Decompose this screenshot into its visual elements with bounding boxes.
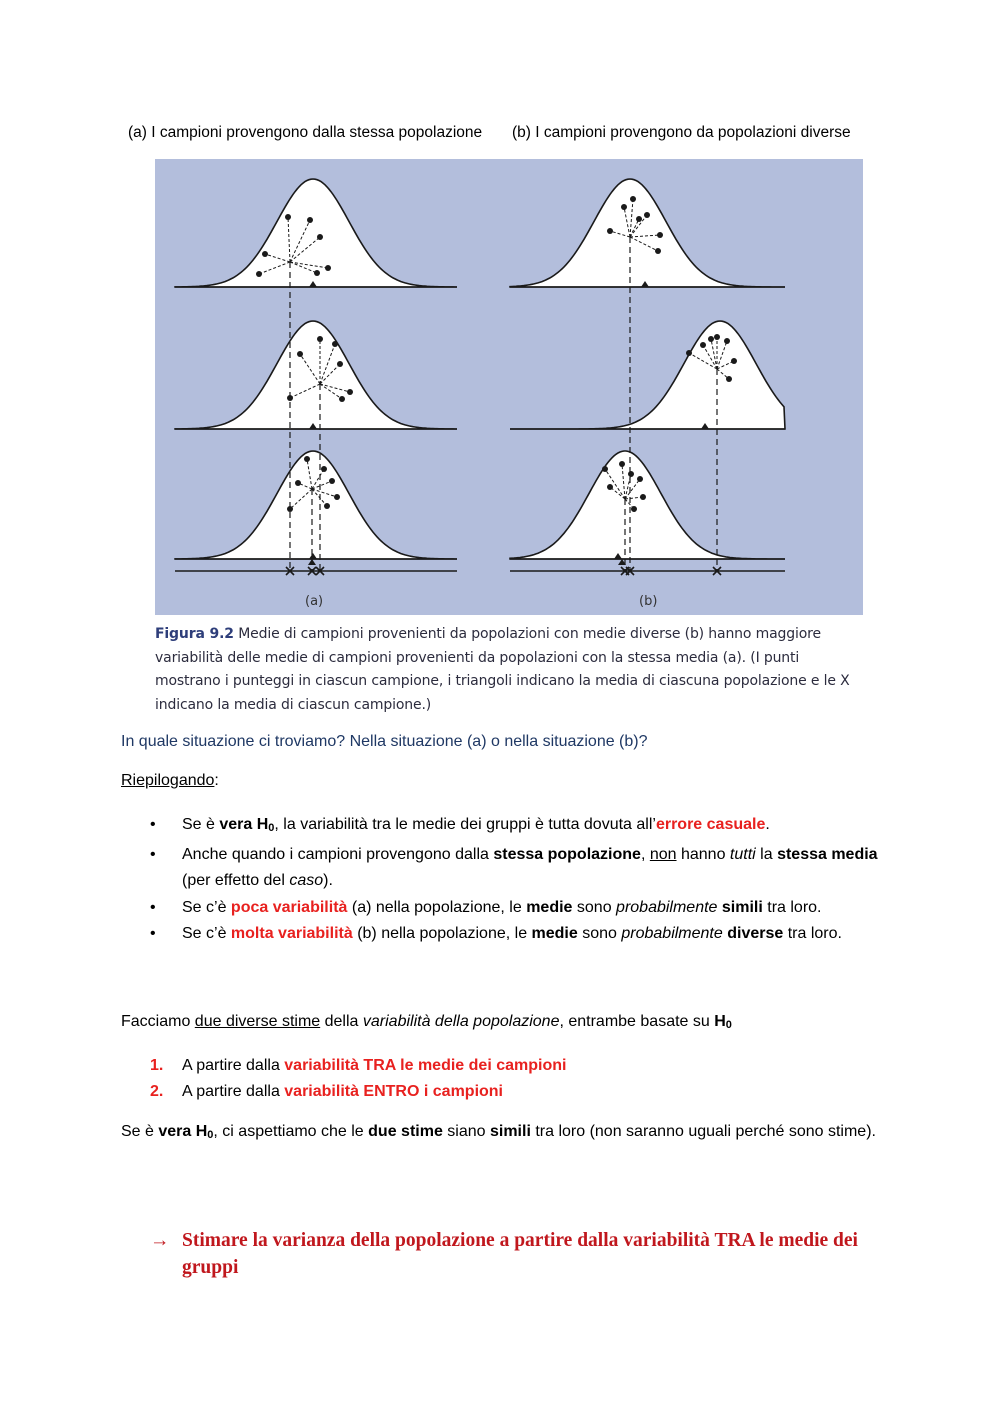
- sample-a2-point: [339, 396, 345, 402]
- sample-b1-point: [636, 216, 642, 222]
- sample-b3-point: [619, 461, 625, 467]
- numbered-item: 1. A partire dalla variabilità TRA le medie dei campioni: [150, 1057, 567, 1074]
- sample-b3-point: [607, 484, 613, 490]
- recap-label: Riepilogando: [121, 772, 215, 789]
- sample-b3-point: [640, 494, 646, 500]
- panel-label-a: (a): [305, 594, 324, 609]
- bullet-item: • Se c’è poca variabilità (a) nella popolazione, le medie sono probabilmente simili tra loro.: [150, 898, 822, 916]
- sample-a2-point: [337, 361, 343, 367]
- sample-b1-point: [630, 196, 636, 202]
- bullet-item: • Anche quando i campioni provengono dalla stessa popolazione, non hanno tutti la stessa media (per effetto del caso).: [150, 845, 878, 889]
- recap-heading: Riepilogando:: [121, 772, 219, 789]
- figure-header-a: (a) I campioni provengono dalla stessa popolazione: [128, 124, 483, 141]
- arrow-icon: →: [150, 1230, 170, 1251]
- bullet-list: [150, 812, 890, 948]
- sample-a1-point: [262, 251, 268, 257]
- section-heading-text: Stimare la varianza della popolazione a partire dalla variabilità TRA le medie dei gruppi: [182, 1230, 858, 1278]
- sample-a1-point: [285, 214, 291, 220]
- sample-b1-point: [621, 204, 627, 210]
- bullet-item: • Se è vera $H_0$, la variabilità tra le medie dei gruppi è tutta dovuta all’errore casuale.: [150, 816, 770, 834]
- figure-headers: [128, 124, 868, 146]
- estimates-paragraph: Facciamo due diverse stime della variabilità della popolazione, entrambe basate su $H_0$: [121, 1013, 732, 1031]
- caption-text: Medie di campioni provenienti da popolazioni con medie diverse (b) hanno maggiore variabilità delle medie di campioni provenienti da popolazioni con la stessa media (a). (I punti mostrano i punteggi in ciascun campione, i triangoli indicano la media di ciascuna popolazione e le X indicano la media di ciascun campione.): [155, 626, 850, 713]
- sample-b2-point: [731, 358, 737, 364]
- sample-a1-point: [314, 270, 320, 276]
- expectation-paragraph: Se è vera $H_0$, ci aspettiamo che le due stime siano simili tra loro (non saranno uguali perché sono stime).: [121, 1123, 876, 1141]
- figure-header-b: (b) I campioni provengono da popolazioni diverse: [512, 124, 851, 141]
- sample-a3-point: [295, 480, 301, 486]
- sample-b2-point: [686, 350, 692, 356]
- sample-b2-point: [724, 338, 730, 344]
- sample-b3-point: [602, 466, 608, 472]
- sample-a1-point: [325, 265, 331, 271]
- sample-b2-point: [714, 334, 720, 340]
- sample-a3-point: [334, 494, 340, 500]
- sample-a3-point: [321, 466, 327, 472]
- sample-b1-point: [655, 248, 661, 254]
- numbered-item: 2. A partire dalla variabilità ENTRO i campioni: [150, 1083, 503, 1100]
- sample-a1-point: [256, 271, 262, 277]
- sample-b3-point: [631, 506, 637, 512]
- sample-a2-point: [297, 351, 303, 357]
- question-text: In quale situazione ci troviamo? Nella situazione (a) o nella situazione (b)?: [121, 733, 648, 750]
- numbered-list: [150, 1053, 566, 1105]
- sample-a2-point: [317, 336, 323, 342]
- sample-b3-point: [637, 476, 643, 482]
- sample-b2-point: [726, 376, 732, 382]
- bullet-item: • Se c’è molta variabilità (b) nella popolazione, le medie sono probabilmente diverse tra loro.: [150, 925, 842, 942]
- sampling-distribution-figure: [155, 159, 863, 615]
- sample-b1-point: [657, 232, 663, 238]
- sample-a3-point: [329, 478, 335, 484]
- figure-caption: [155, 623, 867, 717]
- sample-b2-point: [708, 336, 714, 342]
- sample-a2-point: [332, 341, 338, 347]
- sample-a3-point: [304, 456, 310, 462]
- panel-label-b: (b): [639, 594, 658, 609]
- sample-b1-point: [607, 228, 613, 234]
- sample-a1-point: [317, 234, 323, 240]
- sample-b2-point: [700, 342, 706, 348]
- sample-a2-point: [347, 389, 353, 395]
- sample-a1-point: [307, 217, 313, 223]
- sample-b3-point: [628, 471, 634, 477]
- section-heading: [150, 1227, 880, 1281]
- caption-title: Figura 9.2: [155, 626, 234, 642]
- sample-b1-point: [644, 212, 650, 218]
- sample-a3-point: [324, 503, 330, 509]
